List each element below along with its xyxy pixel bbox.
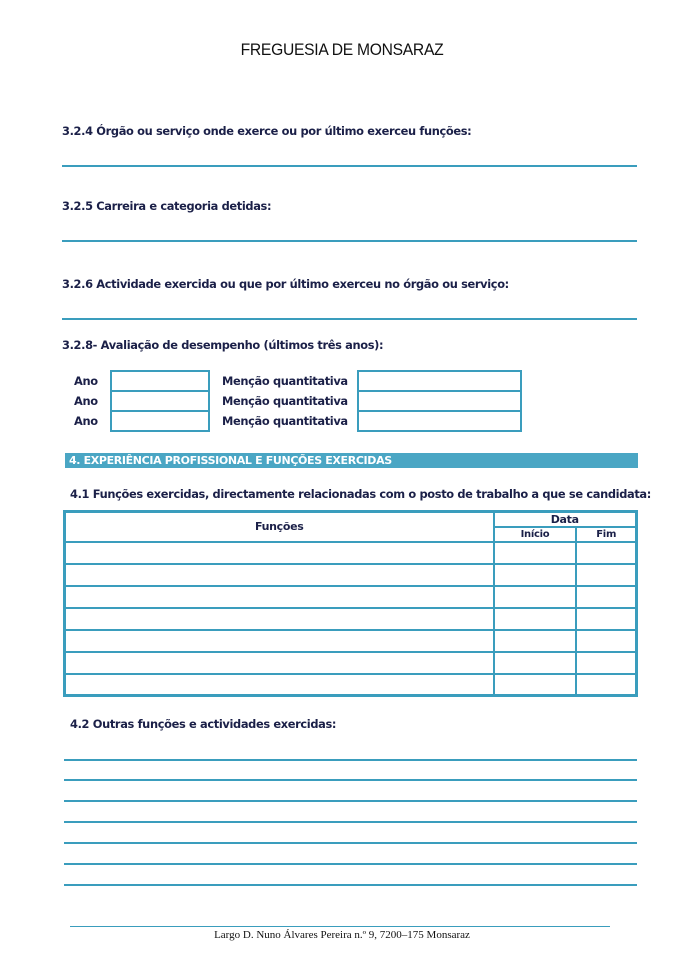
funcao-cell[interactable] [65,652,494,674]
fim-cell[interactable] [576,608,636,630]
section-heading-experiencia: 4. EXPERIÊNCIA PROFISSIONAL E FUNÇÕES EXERCIDAS [65,453,638,468]
year-label: Ano [74,374,98,388]
inicio-cell[interactable] [494,652,577,674]
column-header-inicio: Início [494,527,577,541]
mention-label: Menção quantitativa [222,374,348,388]
inicio-cell[interactable] [494,630,577,652]
field-label-carreira-categoria: 3.2.5 Carreira e categoria detidas: [62,199,272,213]
table-row [65,630,637,652]
funcao-cell[interactable] [65,630,494,652]
table-row [65,542,637,564]
column-header-fim: Fim [576,527,636,541]
fim-cell[interactable] [576,630,636,652]
funcao-cell[interactable] [65,542,494,564]
table-row [65,564,637,586]
answer-line[interactable] [64,821,637,823]
inicio-cell[interactable] [494,564,577,586]
column-header-funcoes: Funções [65,512,494,542]
funcao-cell[interactable] [65,586,494,608]
footer-address: Largo D. Nuno Álvares Pereira n.º 9, 7200–175 Monsaraz [214,929,470,941]
year-label: Ano [74,414,98,428]
mention-input-2[interactable] [357,390,522,412]
mention-label: Menção quantitativa [222,414,348,428]
field-label-orgao-servico: 3.2.4 Órgão ou serviço onde exerce ou por último exerceu funções: [62,124,472,138]
table-row [65,608,637,630]
year-input-2[interactable] [110,390,210,412]
answer-line[interactable] [64,779,637,781]
answer-line[interactable] [64,842,637,844]
funcoes-table [63,510,638,697]
answer-line[interactable] [64,884,637,886]
answer-line-orgao-servico[interactable] [62,165,637,167]
fim-cell[interactable] [576,652,636,674]
inicio-cell[interactable] [494,608,577,630]
inicio-cell[interactable] [494,674,577,696]
field-label-funcoes-exercidas: 4.1 Funções exercidas, directamente relacionadas com o posto de trabalho a que se candidata: [70,487,651,501]
table-row [65,652,637,674]
mention-input-1[interactable] [357,370,522,392]
inicio-cell[interactable] [494,586,577,608]
answer-line[interactable] [64,800,637,802]
fim-cell[interactable] [576,674,636,696]
table-row [65,674,637,696]
fim-cell[interactable] [576,586,636,608]
answer-line-carreira-categoria[interactable] [62,240,637,242]
mention-label: Menção quantitativa [222,394,348,408]
fim-cell[interactable] [576,542,636,564]
year-label: Ano [74,394,98,408]
year-input-3[interactable] [110,410,210,432]
inicio-cell[interactable] [494,542,577,564]
field-label-outras-funcoes: 4.2 Outras funções e actividades exercidas: [70,717,337,731]
footer-divider [70,926,610,927]
year-input-1[interactable] [110,370,210,392]
fim-cell[interactable] [576,564,636,586]
mention-input-3[interactable] [357,410,522,432]
page-title: FREGUESIA DE MONSARAZ [240,40,444,59]
answer-line[interactable] [64,863,637,865]
funcao-cell[interactable] [65,674,494,696]
funcao-cell[interactable] [65,564,494,586]
funcao-cell[interactable] [65,608,494,630]
table-row [65,586,637,608]
answer-line[interactable] [64,759,637,761]
column-header-data: Data [494,512,637,528]
field-label-actividade-exercida: 3.2.6 Actividade exercida ou que por último exerceu no órgão ou serviço: [62,277,509,291]
answer-line-actividade-exercida[interactable] [62,318,637,320]
field-label-avaliacao-desempenho: 3.2.8- Avaliação de desempenho (últimos três anos): [62,338,384,352]
